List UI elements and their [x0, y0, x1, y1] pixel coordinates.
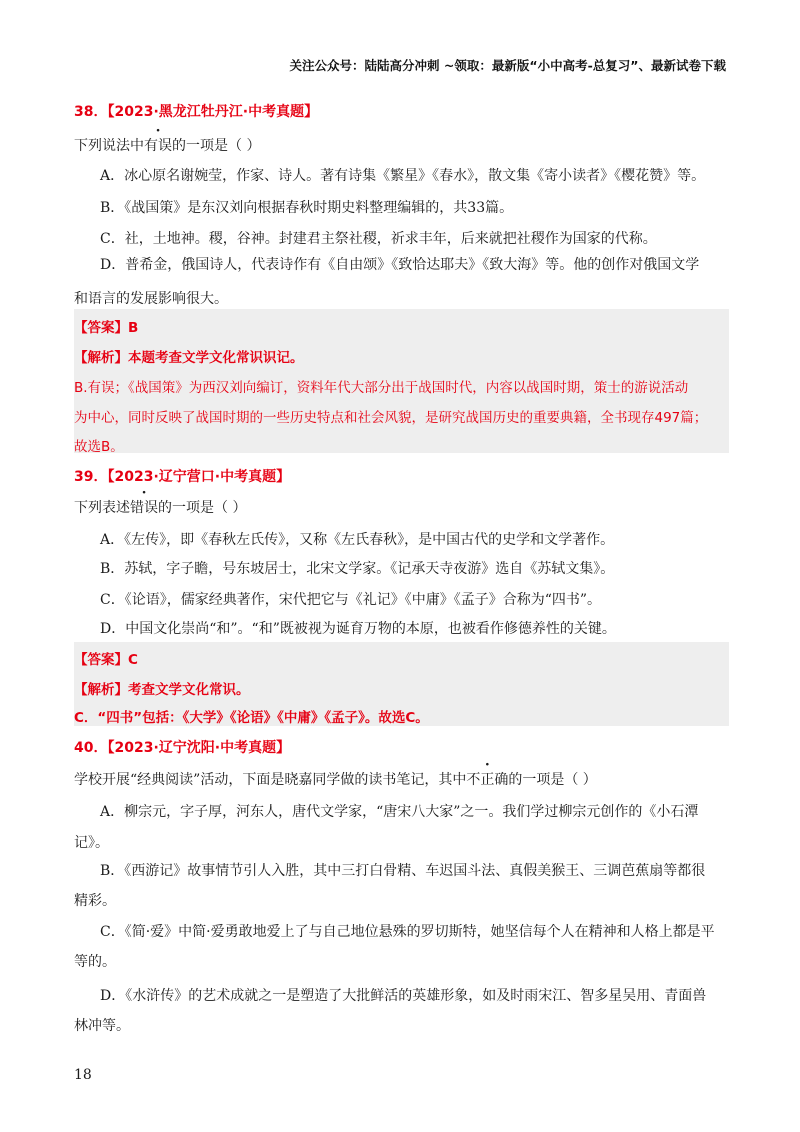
q40-title: 40．【2023·辽宁沈阳·中考真题】 [74, 740, 291, 756]
q38-option-c: C．社，土地神。稷，谷神。封建君主祭社稷，祈求丰年，后来就把社稷作为国家的代称。 [100, 231, 657, 247]
q39-stem-pre: 下列表述 [74, 500, 130, 516]
q39-title: 39．【2023·辽宁营口·中考真题】 [74, 469, 291, 485]
q38-stem [74, 135, 260, 155]
q39-option-d: D．中国文化崇尚“和”。“和”既被视为诞育万物的本原，也被看作修德养性的关键。 [100, 621, 616, 637]
q38-answer: 【答案】B [74, 320, 139, 336]
q38-title: 38．【2023·黑龙江牡丹江·中考真题】 [74, 104, 319, 120]
page-header: 关注公众号：陆陆高分冲刺 ~领取：最新版“小中高考-总复习”、最新试卷下载 [289, 58, 726, 73]
q40-option-b-cont: 精彩。 [74, 893, 116, 909]
q39-stem [74, 497, 246, 517]
q40-option-a-cont: 记》。 [74, 835, 109, 851]
q38-explanation-1: B.有误；《战国策》为西汉刘向编订，资料年代大部分出于战国时代，内容以战国时期，策士的游说活动 [74, 380, 689, 396]
q38-option-d: D．普希金，俄国诗人，代表诗作有《自由颂》《致恰达耶夫》《致大海》等。他的创作对俄国文学 [100, 257, 700, 273]
page-number: 18 [74, 1067, 92, 1083]
q38-option-b: B．《战国策》是东汉刘向根据春秋时期史料整理编辑的，共33篇。 [100, 200, 514, 216]
q39-option-b: B．苏轼，字子瞻，号东坡居士，北宋文学家。《记承天寺夜游》选自《苏轼文集》。 [100, 561, 615, 577]
q40-stem-post: 的一项是（ ） [508, 772, 597, 788]
q39-explanation-1: C．“四书”包括：《大学》《论语》《中庸》《孟子》。故选C。 [74, 710, 429, 726]
q39-stem-emphasis: 错误 [130, 500, 158, 516]
q39-answer: 【答案】C [74, 652, 138, 668]
q38-explanation-2: 为中心，同时反映了战国时期的一些历史特点和社会风貌，是研究战国历史的重要典籍，全书现存497篇； [74, 410, 708, 426]
q40-option-a: A．柳宗元，字子厚，河东人，唐代文学家，“唐宋八大家”之一。我们学过柳宗元创作的《小石潭 [100, 804, 699, 820]
q40-option-d-cont: 林冲等。 [74, 1018, 130, 1034]
q39-option-a: A．《左传》，即《春秋左氏传》，又称《左氏春秋》，是中国古代的史学和文学著作。 [100, 532, 615, 548]
q38-stem-emphasis: 有误 [144, 138, 172, 154]
q39-option-c: C．《论语》，儒家经典著作，宋代把它与《礼记》《中庸》《孟子》合称为“四书”。 [100, 592, 602, 608]
q40-option-b: B．《西游记》故事情节引人入胜，其中三打白骨精、车迟国斗法、真假美猴王、三调芭蕉扇等都很 [100, 863, 706, 879]
q38-option-d-cont: 和语言的发展影响很大。 [74, 291, 228, 307]
q39-analysis: 【解析】考查文学文化常识。 [74, 682, 250, 698]
q38-stem-post: 的一项是（ ） [172, 138, 261, 154]
q38-stem-pre: 下列说法中 [74, 138, 144, 154]
q38-option-a: A．冰心原名谢婉莹，作家、诗人。著有诗集《繁星》《春水》，散文集《寄小读者》《樱花赞》等。 [100, 168, 706, 184]
q40-option-c: C．《简·爱》中简·爱勇敢地爱上了与自己地位悬殊的罗切斯特，她坚信每个人在精神和人格上都是平 [100, 924, 715, 940]
q40-stem-pre: 学校开展“经典阅读”活动，下面是晓嘉同学做的读书笔记，其中 [74, 772, 467, 788]
q40-option-d: D．《水浒传》的艺术成就之一是塑造了大批鲜活的英雄形象，如及时雨宋江、智多星吴用、青面兽 [100, 988, 707, 1004]
q40-option-c-cont: 等的。 [74, 954, 116, 970]
q38-analysis: 【解析】本题考查文学文化常识识记。 [74, 350, 304, 366]
q38-explanation-3: 故选B。 [74, 439, 124, 455]
q40-stem [74, 769, 597, 789]
q40-stem-emphasis: 不正确 [466, 772, 509, 788]
q39-stem-post: 的一项是（ ） [158, 500, 247, 516]
